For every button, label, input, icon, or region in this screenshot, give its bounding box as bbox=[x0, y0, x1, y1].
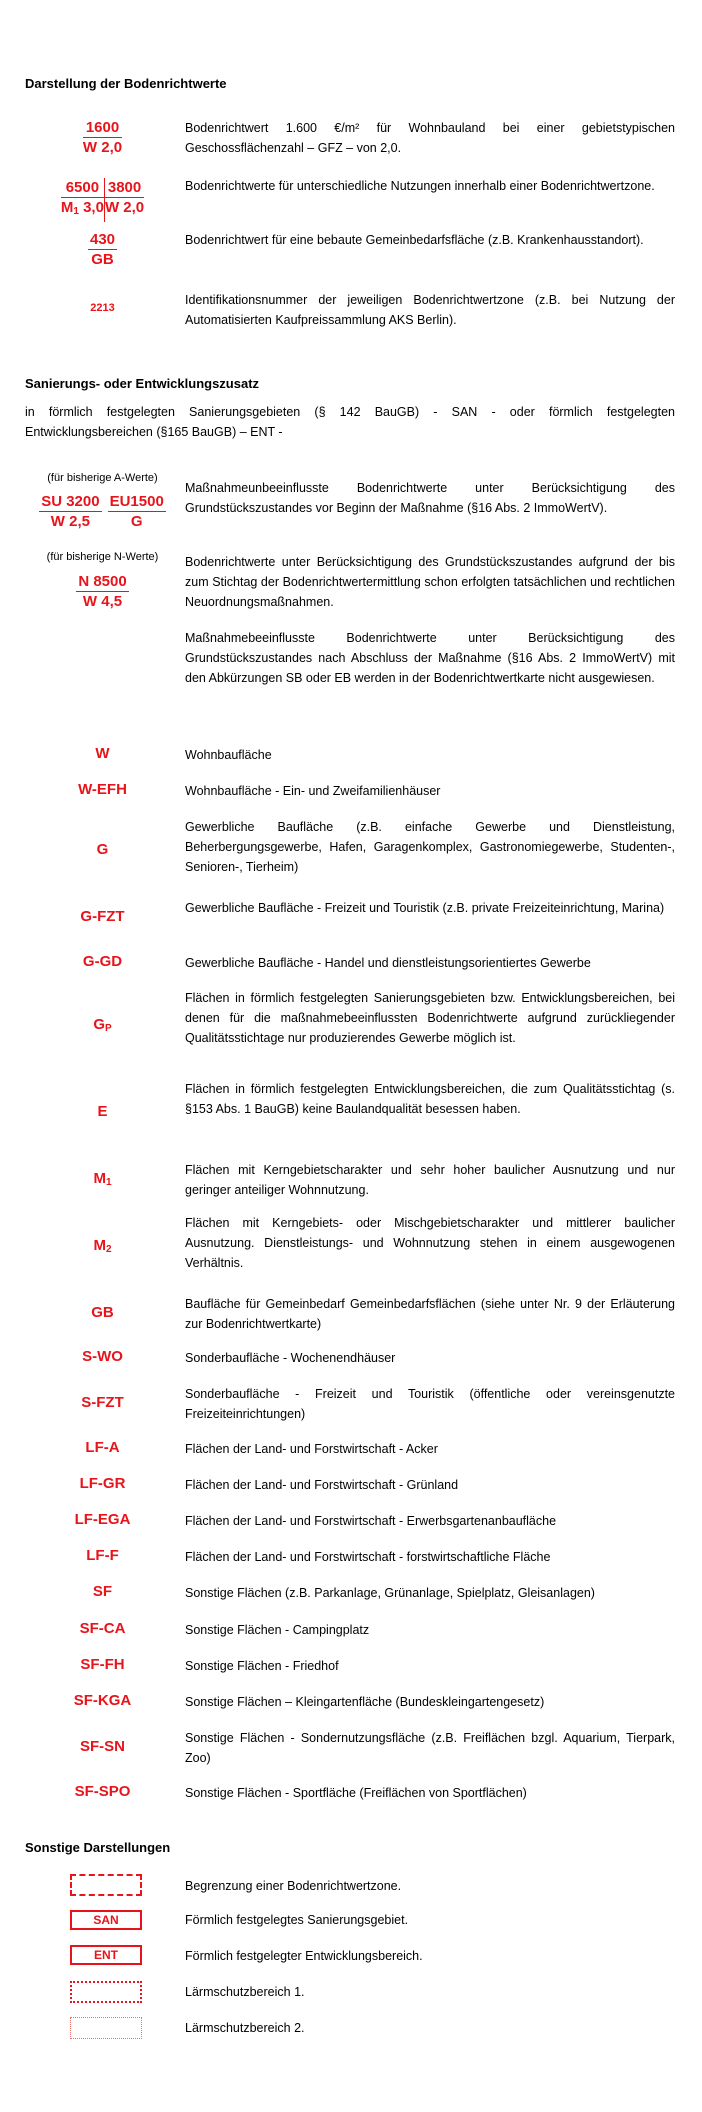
code-lf-ega: LF-EGA bbox=[74, 1511, 131, 1528]
desc-gp: Flächen in förmlich festgelegten Sanierungsgebieten bzw. Entwicklungsbereichen, bei denen für die maßnahmebeeinflussten Bodenrichtwerte aufgrund zurückliegender Qualitätsstichtage nur produzierendes Gewerbe möglich ist. bbox=[185, 991, 675, 1045]
code-gb: GB bbox=[91, 1304, 114, 1321]
desc-sf-sn: Sonstige Flächen - Sondernutzungsfläche (z.B. Freiflächen bzgl. Aquarium, Tierpark, Zoo) bbox=[185, 1731, 675, 1765]
desc-s-wo: Sonderbaufläche - Wochenendhäuser bbox=[185, 1351, 396, 1365]
noise-zone-2-symbol bbox=[70, 2017, 142, 2039]
desc-lf-a: Flächen der Land- und Forstwirtschaft - Acker bbox=[185, 1442, 438, 1456]
desc-1600: Bodenrichtwert 1.600 €/m² für Wohnbauland bei einer gebietstypischen Geschossflächenzahl – GFZ – von 2,0. bbox=[185, 121, 675, 155]
desc-sf-fh: Sonstige Flächen - Friedhof bbox=[185, 1659, 339, 1673]
desc-sf: Sonstige Flächen (z.B. Parkanlage, Grünanlage, Spielplatz, Gleisanlagen) bbox=[185, 1586, 595, 1600]
desc-sf-spo: Sonstige Flächen - Sportfläche (Freiflächen von Sportflächen) bbox=[185, 1786, 527, 1800]
code-g: G bbox=[96, 841, 109, 858]
code-s-wo: S-WO bbox=[82, 1348, 123, 1365]
symbol-a-werte: $\frac{SU 3200}{W 2,5}$ $\frac{EU1500}{G}$ bbox=[41, 493, 164, 530]
desc-g: Gewerbliche Baufläche (z.B. einfache Gewerbe und Dienstleistung, Beherbergungsgewerbe, Hafen, Garagenkomplex, Gastronomiegewerbe, Studenten-, Senioren-, Tierheim) bbox=[185, 820, 675, 874]
noise-zone-1-symbol bbox=[70, 1981, 142, 2003]
desc-2213: Identifikationsnummer der jeweiligen Bodenrichtwertzone (z.B. bei Nutzung der Automatisierten Kaufpreissammlung AKS Berlin). bbox=[185, 293, 675, 327]
code-sf-kga: SF-KGA bbox=[73, 1692, 132, 1709]
desc-noise-zone-1: Lärmschutzbereich 1. bbox=[185, 1985, 305, 1999]
desc-lf-f: Flächen der Land- und Forstwirtschaft - forstwirtschaftliche Fläche bbox=[185, 1550, 551, 1564]
desc-m2: Flächen mit Kerngebiets- oder Mischgebietscharakter und mittlerer baulicher Ausnutzung. Dienstleistungs- und Wohnnutzung stehen in einem ausgewogenen Verhältnis. bbox=[185, 1216, 675, 1270]
code-sf-sn: SF-SN bbox=[80, 1738, 125, 1755]
desc-noise-zone-2: Lärmschutzbereich 2. bbox=[185, 2021, 305, 2035]
code-sf-ca: SF-CA bbox=[79, 1620, 126, 1637]
a-werte-caption: (für bisherige A-Werte) bbox=[47, 472, 158, 484]
symbol-2213: 2213 bbox=[90, 302, 115, 314]
code-e: E bbox=[97, 1103, 108, 1120]
code-lf-gr: LF-GR bbox=[79, 1475, 126, 1492]
desc-s-fzt: Sonderbaufläche - Freizeit und Touristik (öffentliche oder vereinsgenutzte Freizeiteinrichtungen) bbox=[185, 1387, 675, 1421]
code-lf-a: LF-A bbox=[85, 1439, 120, 1456]
code-g-gd: G-GD bbox=[82, 953, 123, 970]
desc-w: Wohnbaufläche bbox=[185, 748, 272, 762]
symbol-mixed-values: $\frac{6500}{M_1 3,0}$ $\frac{3800}{W 2,0}$ bbox=[25, 178, 180, 222]
code-sf-spo: SF-SPO bbox=[74, 1783, 131, 1800]
desc-n-werte: Bodenrichtwerte unter Berücksichtigung des Grundstückszustandes aufgrund der bis zum Stichtag der Bodenrichtwertermittlung schon erfolgten tatsächlichen und rechtlichen Neuordnungsmaßnahmen. bbox=[185, 555, 675, 609]
code-lf-f: LF-F bbox=[86, 1547, 119, 1564]
desc-ent: Förmlich festgelegter Entwicklungsbereich. bbox=[185, 1949, 423, 1963]
desc-430-gb: Bodenrichtwert für eine bebaute Gemeinbedarfsfläche (z.B. Krankenhausstandort). bbox=[185, 233, 644, 247]
desc-gb: Baufläche für Gemeinbedarf Gemeinbedarfsflächen (siehe unter Nr. 9 der Erläuterung zur Bodenrichtwertkarte) bbox=[185, 1297, 675, 1331]
desc-e: Flächen in förmlich festgelegten Entwicklungsbereichen, die zum Qualitätsstichtag (s. §153 Abs. 1 BauGB) keine Baulandqualität besessen haben. bbox=[185, 1082, 675, 1116]
sanierung-intro: in förmlich festgelegten Sanierungsgebieten (§ 142 BauGB) - SAN - oder förmlich festgelegten Entwicklungsbereichen (§165 BauGB) – ENT - bbox=[25, 405, 675, 439]
code-sf: SF bbox=[92, 1583, 113, 1600]
symbol-430-gb: $\frac{430}{GB}$ bbox=[89, 231, 116, 268]
symbol-1600: $\frac{1600}{W 2,0}$ bbox=[82, 119, 123, 156]
desc-massnahme-beeinflusst: Maßnahmebeeinflusste Bodenrichtwerte unter Berücksichtigung des Grundstückszustandes nach Abschluss der Maßnahme (§16 Abs. 2 ImmoWertV) mit den Abkürzungen SB oder EB werden in der Bodenrichtwertkarte nicht ausgewiesen. bbox=[185, 631, 675, 685]
desc-san: Förmlich festgelegtes Sanierungsgebiet. bbox=[185, 1913, 409, 1927]
symbol-n-werte: $\frac{N 8500}{W 4,5}$ bbox=[78, 573, 127, 610]
desc-w-efh: Wohnbaufläche - Ein- und Zweifamilienhäuser bbox=[185, 784, 441, 798]
code-s-fzt: S-FZT bbox=[81, 1394, 124, 1411]
code-sf-fh: SF-FH bbox=[80, 1656, 125, 1673]
code-g-fzt: G-FZT bbox=[80, 908, 125, 925]
desc-g-fzt: Gewerbliche Baufläche - Freizeit und Touristik (z.B. private Freizeiteinrichtung, Marina) bbox=[185, 901, 665, 915]
section-title-sonstige: Sonstige Darstellungen bbox=[25, 1840, 171, 1855]
section-title-bodenrichtwerte: Darstellung der Bodenrichtwerte bbox=[25, 76, 227, 91]
n-werte-caption: (für bisherige N-Werte) bbox=[46, 551, 159, 563]
section-title-sanierung: Sanierungs- oder Entwicklungszusatz bbox=[25, 376, 260, 391]
san-symbol: SAN bbox=[70, 1910, 142, 1930]
desc-lf-gr: Flächen der Land- und Forstwirtschaft - Grünland bbox=[185, 1478, 459, 1492]
desc-m1: Flächen mit Kerngebietscharakter und sehr hoher baulicher Ausnutzung und nur geringer anteiliger Wohnnutzung. bbox=[185, 1163, 675, 1197]
code-w-efh: W-EFH bbox=[78, 781, 127, 798]
code-gp: $G_P$ bbox=[93, 1016, 112, 1034]
desc-sf-kga: Sonstige Flächen – Kleingartenfläche (Bundeskleingartengesetz) bbox=[185, 1695, 545, 1709]
code-w: W bbox=[95, 745, 110, 762]
desc-lf-ega: Flächen der Land- und Forstwirtschaft - Erwerbsgartenanbaufläche bbox=[185, 1514, 557, 1528]
desc-g-gd: Gewerbliche Baufläche - Handel und dienstleistungsorientiertes Gewerbe bbox=[185, 956, 591, 970]
code-m1: $M_1$ bbox=[93, 1170, 112, 1188]
zone-boundary-symbol bbox=[70, 1874, 142, 1896]
ent-symbol: ENT bbox=[70, 1945, 142, 1965]
desc-a-werte: Maßnahmeunbeeinflusste Bodenrichtwerte unter Berücksichtigung des Grundstückszustandes vor Beginn der Maßnahme (§16 Abs. 2 ImmoWertV). bbox=[185, 481, 675, 515]
desc-zone-boundary: Begrenzung einer Bodenrichtwertzone. bbox=[185, 1879, 402, 1893]
desc-sf-ca: Sonstige Flächen - Campingplatz bbox=[185, 1623, 370, 1637]
desc-mixed-values: Bodenrichtwerte für unterschiedliche Nutzungen innerhalb einer Bodenrichtwertzone. bbox=[185, 179, 655, 193]
code-m2: $M_2$ bbox=[93, 1237, 112, 1255]
